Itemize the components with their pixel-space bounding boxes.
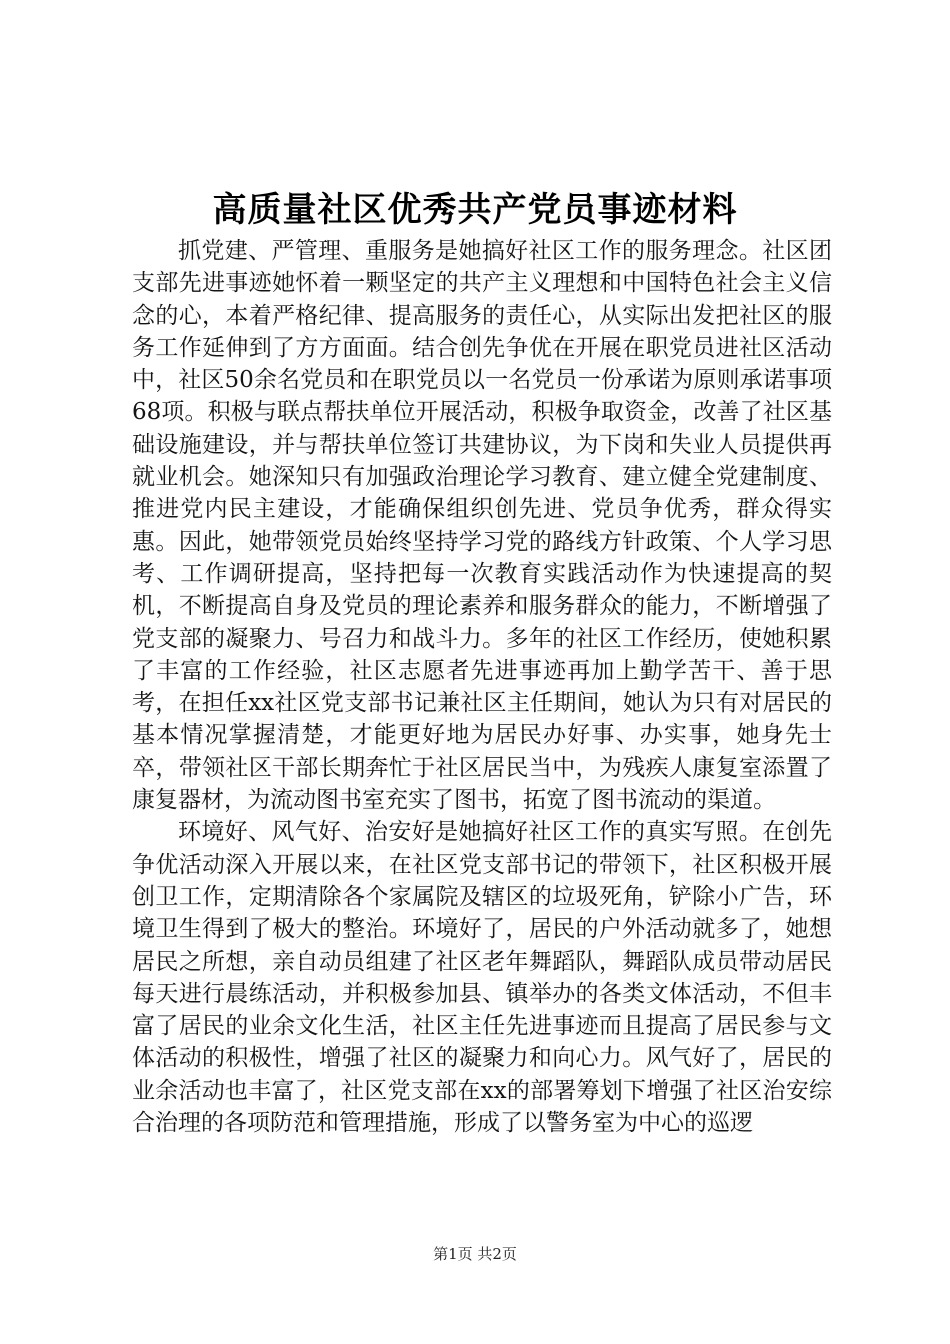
- document-title: 高质量社区优秀共产党员事迹材料: [212, 190, 738, 230]
- page-number-footer: 第1页 共2页: [433, 1245, 517, 1263]
- document-body: [132, 235, 832, 1139]
- paragraph-1: 抓党建、严管理、重服务是她搞好社区工作的服务理念。社区团支部先进事迹她怀着一颗坚定的共产主义理想和中国特色社会主义信念的心，本着严格纪律、提高服务的责任心，从实际出发把社区的服务工作延伸到了方方面面。结合创先争优在开展在职党员进社区活动中，社区50余名党员和在职党员以一名党员一份承诺为原则承诺事项68项。积极与联点帮扶单位开展活动，积极争取资金，改善了社区基础设施建设，并与帮扶单位签订共建协议，为下岗和失业人员提供再就业机会。她深知只有加强政治理论学习教育、建立健全党建制度、推进党内民主建设，才能确保组织创先进、党员争优秀，群众得实惠。因此，她带领党员始终坚持学习党的路线方针政策、个人学习思考、工作调研提高，坚持把每一次教育实践活动作为快速提高的契机，不断提高自身及党员的理论素养和服务群众的能力，不断增强了党支部的凝聚力、号召力和战斗力。多年的社区工作经历，使她积累了丰富的工作经验，社区志愿者先进事迹再加上勤学苦干、善于思考，在担任xx社区党支部书记兼社区主任期间，她认为只有对居民的基本情况掌握清楚，才能更好地为居民办好事、办实事，她身先士卒，带领社区干部长期奔忙于社区居民当中，为残疾人康复室添置了康复器材，为流动图书室充实了图书，拓宽了图书流动的渠道。: [132, 238, 832, 814]
- paragraph-2: 环境好、风气好、治安好是她搞好社区工作的真实写照。在创先争优活动深入开展以来，在社区党支部书记的带领下，社区积极开展创卫工作，定期清除各个家属院及辖区的垃圾死角，铲除小广告，环境卫生得到了极大的整治。环境好了，居民的户外活动就多了，她想居民之所想，亲自动员组建了社区老年舞蹈队，舞蹈队成员带动居民每天进行晨练活动，并积极参加县、镇举办的各类文体活动，不但丰富了居民的业余文化生活，社区主任先进事迹而且提高了居民参与文体活动的积极性，增强了社区的凝聚力和向心力。风气好了，居民的业余活动也丰富了，社区党支部在xx的部署筹划下增强了社区治安综合治理的各项防范和管理措施，形成了以警务室为中心的巡逻: [132, 819, 832, 1137]
